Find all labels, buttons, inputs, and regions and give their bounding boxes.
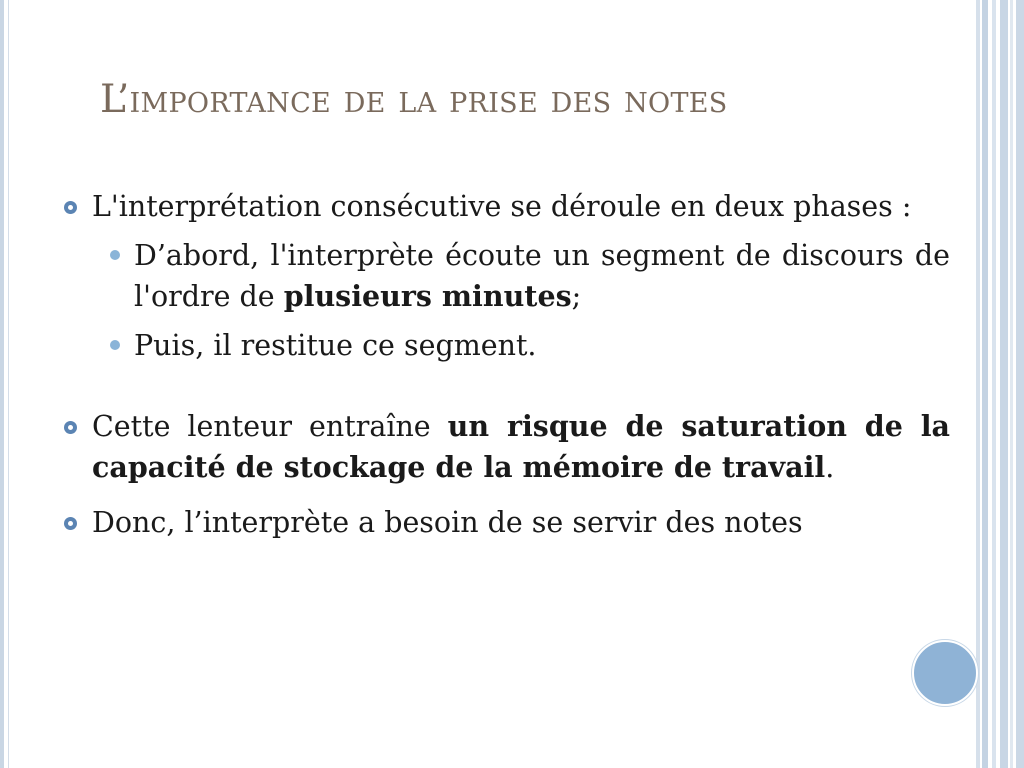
slide-body: [62, 186, 950, 543]
stripe: [992, 0, 996, 768]
slide-title: L’importance de la prise des notes: [100, 77, 728, 122]
left-frame-bar: [0, 0, 4, 768]
sub-bullet-icon: [110, 250, 120, 260]
left-frame-line: [8, 0, 9, 768]
bullet-text: L'interprétation consécutive se déroule en deux phases :: [92, 190, 912, 223]
sub-bullet-text-end: ;: [571, 280, 582, 313]
sub-bullet-item-1: [104, 235, 950, 317]
stripe: [1010, 0, 1013, 768]
bullet-item-3: [62, 502, 950, 543]
bullet-icon: [64, 201, 77, 214]
bullet-icon: [64, 517, 77, 530]
bullet-text: Cette lenteur entraîne: [92, 410, 448, 443]
bullet-item-2: [62, 406, 950, 488]
sub-bullet-text: D’abord, l'interprète écoute un segment de discours de l'ordre de: [134, 239, 950, 313]
sub-bullet-item-2: [104, 325, 950, 366]
stripe: [1000, 0, 1008, 768]
sub-bullet-bold-text: plusieurs minutes: [283, 279, 572, 313]
bullet-text: Donc, l’interprète a besoin de se servir des notes: [92, 506, 803, 539]
bullet-bold-text: un risque de saturation de la capacité de stockage de la mémoire de travail: [92, 409, 950, 484]
stripe: [1016, 0, 1024, 768]
bullet-text-end: .: [825, 451, 835, 484]
right-decorative-stripes: [976, 0, 1024, 768]
bullet-item-1: [62, 186, 950, 227]
decorative-circle: [912, 640, 978, 706]
bullet-icon: [64, 421, 77, 434]
stripe: [982, 0, 988, 768]
sub-bullet-text: Puis, il restitue ce segment.: [134, 329, 537, 362]
stripe: [976, 0, 980, 768]
sub-bullet-icon: [110, 340, 120, 350]
